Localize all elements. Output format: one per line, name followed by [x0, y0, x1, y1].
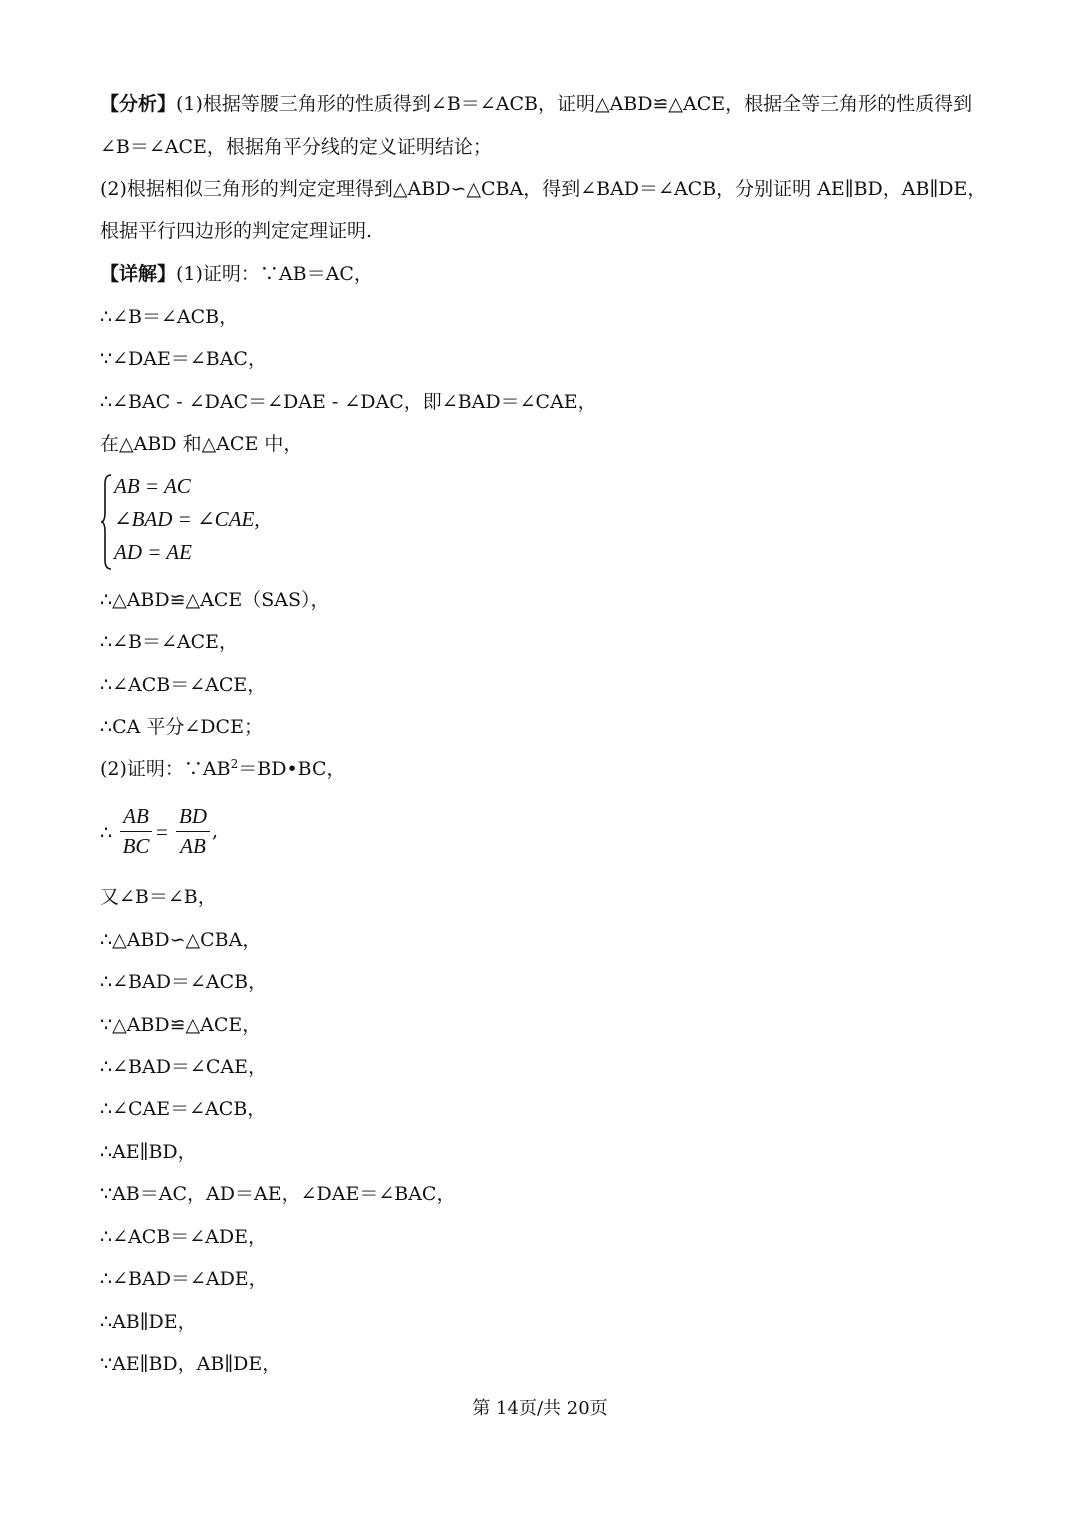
- proof-step: ∴∠BAD＝∠CAE，: [100, 1056, 267, 1078]
- proof-step: ∴∠BAD＝∠ACB，: [100, 971, 268, 993]
- proof-step: ∵△ABD≌△ACE，: [100, 1014, 262, 1036]
- proof-step: ∴AE∥BD，: [100, 1141, 197, 1163]
- part2-intro: (2)证明：$\because AB^2=BD•BC$，: [100, 757, 346, 780]
- proof-step: ∴∠BAD＝∠ADE，: [100, 1268, 268, 1290]
- proof-step: 又∠B＝∠B，: [100, 886, 217, 908]
- proof-step: ∴∠BAC - ∠DAC＝∠DAE - ∠DAC，即∠BAD＝∠CAE，: [100, 391, 597, 413]
- proof-step: ∴∠CAE＝∠ACB，: [100, 1098, 267, 1120]
- proof-step: ∵AE∥BD，AB∥DE，: [100, 1353, 282, 1375]
- proof-step: ∴∠ACB＝∠ADE，: [100, 1226, 267, 1248]
- analysis-line-2: ∠B＝∠ACE，根据角平分线的定义证明结论；: [100, 136, 492, 158]
- analysis-line-3: (2)根据相似三角形的判定定理得到△ABD∽△CBA，得到∠BAD＝∠ACB，分别证明 AE∥BD，AB∥DE，: [100, 178, 987, 200]
- proof-step: ∵AB＝AC，AD＝AE，∠DAE＝∠BAC，: [100, 1183, 456, 1205]
- system-row-3: AD = AE: [114, 540, 192, 564]
- proof-step: ∴CA 平分∠DCE；: [100, 716, 263, 738]
- system-row-2: ∠BAD = ∠CAE,: [114, 507, 260, 531]
- proof-step: ∴∠B＝∠ACE，: [100, 631, 239, 653]
- proof-step: ∴AB∥DE，: [100, 1311, 197, 1333]
- fraction-right: BD AB: [176, 804, 210, 859]
- proof-step: ∴△ABD∽△CBA，: [100, 929, 262, 951]
- analysis-line-4: 根据平行四边形的判定定理证明.: [100, 220, 373, 242]
- proof-step: ∴∠ACB＝∠ACE，: [100, 674, 267, 696]
- fraction-left: AB BC: [120, 804, 152, 859]
- fraction-equation: ∴ AB BC = BD AB ,: [100, 804, 219, 858]
- proof-step: ∵∠DAE＝∠BAC，: [100, 348, 267, 370]
- proof-step: ∴△ABD≌△ACE（SAS），: [100, 589, 330, 611]
- system-row-1: AB = AC: [114, 474, 191, 498]
- detail-label: 【详解】: [100, 263, 177, 285]
- analysis-line-1: 【分析】(1)根据等腰三角形的性质得到∠B＝∠ACB，证明△ABD≌△ACE，根据全等三角形的性质得到: [100, 93, 973, 115]
- page-footer: 第 14页/共 20页: [472, 1398, 608, 1419]
- analysis-label: 【分析】: [100, 93, 177, 115]
- equation-system: [100, 472, 400, 572]
- proof-step: 在△ABD 和△ACE 中，: [100, 433, 303, 455]
- left-brace-icon: [100, 472, 114, 572]
- detail-intro: 【详解】(1)证明：∵AB＝AC，: [100, 263, 373, 285]
- proof-step: ∴∠B＝∠ACB，: [100, 306, 239, 328]
